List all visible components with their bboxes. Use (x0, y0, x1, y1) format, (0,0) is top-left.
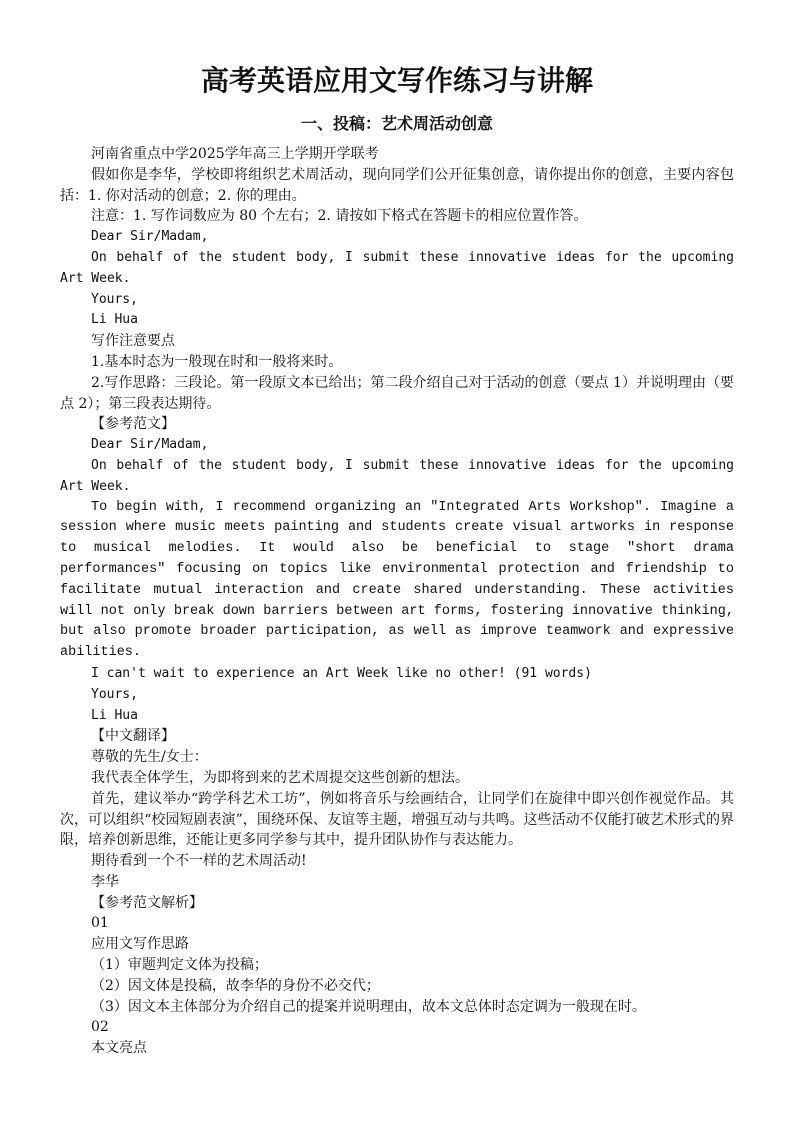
signature: Li Hua (91, 312, 138, 328)
analysis-heading: 【参考范文解析】 (91, 894, 203, 911)
analysis-point-2: （2）因文体是投稿，故李华的身份不必交代； (91, 977, 380, 994)
sample-closing: Yours, (91, 686, 138, 702)
salutation: Dear Sir/Madam, (91, 229, 209, 245)
analysis-number-02: 02 (91, 1019, 109, 1036)
translation-ending: 期待看到一个不一样的艺术周活动! (91, 853, 307, 870)
analysis-subheading-approach: 应用文写作思路 (91, 936, 189, 953)
writing-tip-1: 1.基本时态为一般现在时和一般将来时。 (91, 353, 343, 370)
opening-sentence: On behalf of the student body, I submit these innovative ideas for the upcoming Art Week. (60, 249, 734, 286)
sample-opening: On behalf of the student body, I submit these innovative ideas for the upcoming Art Week. (60, 457, 734, 494)
analysis-number-01: 01 (91, 915, 109, 932)
task-prompt: 假如你是李华，学校即将组织艺术周活动，现向同学们公开征集创意，请你提出你的创意，主要内容包括：1. 你对活动的创意；2. 你的理由。 (60, 166, 734, 204)
translation-body: 首先，建议举办“跨学科艺术工坊”，例如将音乐与绘画结合，让同学们在旋律中即兴创作视觉作品。其次，可以组织“校园短剧表演”，围绕环保、友谊等主题，增强互动与共鸣。这些活动不仅能打破艺术形式的界限，培养创新思维，还能让更多同学参与其中，提升团队协作与表达能力。 (60, 790, 734, 849)
analysis-point-3: （3）因文本主体部分为介绍自己的提案并说明理由，故本文总体时态定调为一般现在时。 (91, 998, 646, 1015)
sample-essay-heading: 【参考范文】 (91, 416, 175, 433)
translation-salutation: 尊敬的先生/女士： (91, 749, 208, 766)
closing: Yours, (91, 291, 138, 307)
translation-heading: 【中文翻译】 (91, 728, 175, 745)
translation-signature: 李华 (91, 873, 119, 890)
exam-source: 河南省重点中学2025学年高三上学期开学联考 (91, 146, 379, 162)
sample-salutation: Dear Sir/Madam, (91, 437, 209, 453)
writing-tips-heading: 写作注意要点 (91, 333, 175, 350)
analysis-point-1: （1）审题判定文体为投稿； (91, 957, 268, 974)
task-note: 注意：1. 写作词数应为 80 个左右；2. 请按如下格式在答题卡的相应位置作答。 (91, 208, 588, 225)
analysis-subheading-highlights: 本文亮点 (91, 1040, 147, 1057)
sample-signature: Li Hua (91, 707, 138, 723)
sample-body: To begin with, I recommend organizing an "Integrated Arts Workshop". Imagine a session where music meets painting and students create visual artworks in response to musical melodies. It would also be beneficial to stage "short drama performances" focusing on topics like environmental protection and friendship to facilitate mutual interaction and create shared understanding. These activities will not only break down barriers between art forms, fostering innovative thinking, but also promote broader participation, as well as improve teamwork and expressive abilities. (60, 499, 734, 661)
writing-tip-2: 2.写作思路：三段论。第一段原文本已给出；第二段介绍自己对于活动的创意（要点 1）并说明理由（要点 2）；第三段表达期待。 (60, 374, 734, 412)
sample-ending: I can't wait to experience an Art Week like no other! (91 words) (91, 665, 592, 681)
section-heading: 一、投稿：艺术周活动创意 (300, 114, 493, 133)
document-body (60, 144, 734, 1059)
translation-opening: 我代表全体学生，为即将到来的艺术周提交这些创新的想法。 (91, 769, 469, 786)
document-title: 高考英语应用文写作练习与讲解 (200, 64, 593, 97)
